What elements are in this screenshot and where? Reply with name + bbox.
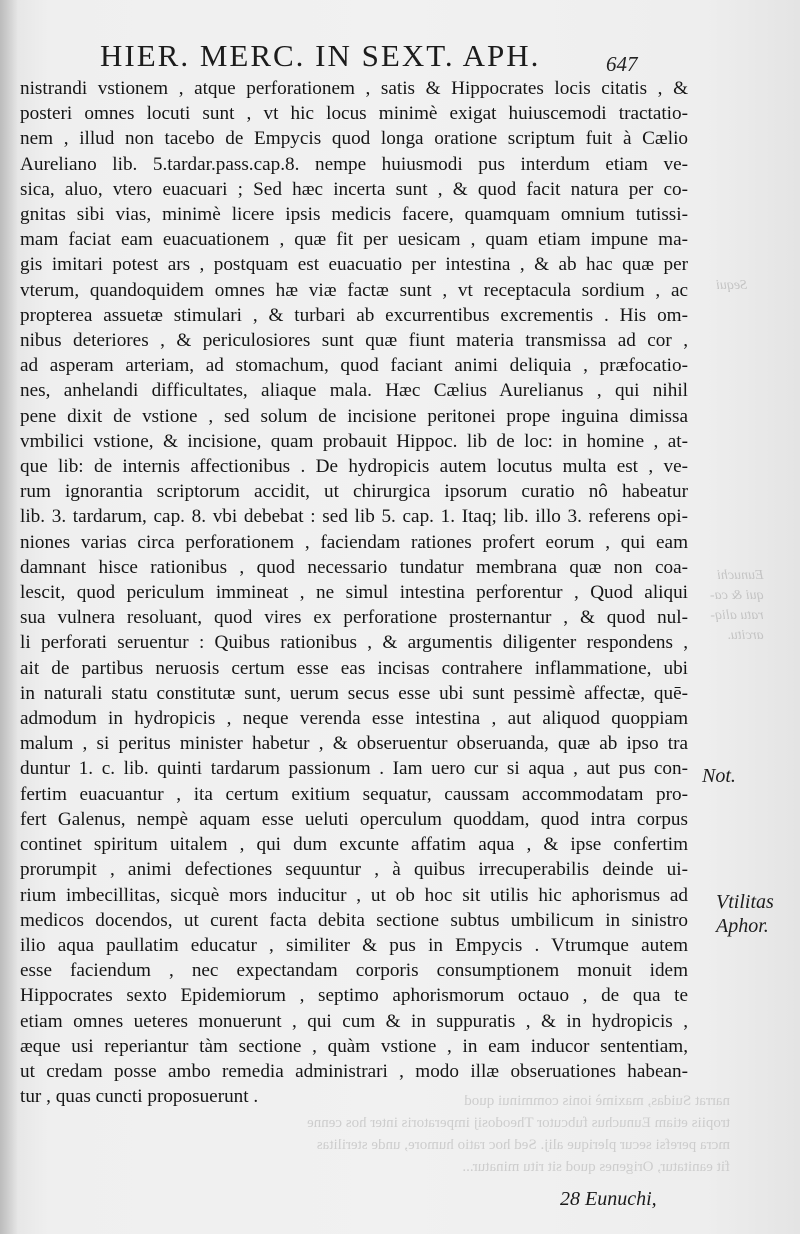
margin-note-utilitas xyxy=(716,890,774,938)
text-line: vmbilici vstione, & incisione, quam probauit Hippoc. lib de loc: in homine , at- xyxy=(20,430,688,452)
text-line: propterea assuetæ stimulari , & turbari ab excurrentibus excrementis . His om- xyxy=(20,304,688,326)
text-line: sica, aluo, vtero euacuari ; Sed hæc incerta sunt , & quod facit natura per co- xyxy=(20,178,688,200)
text-line: fert Galenus, nempè aquam esse ueluti operculum quoddam, quod intra corpus xyxy=(20,808,688,830)
text-line: pene dixit de vstione , sed solum de incisione peritonei prope inguina dimissa xyxy=(20,405,688,427)
text-line: gis imitari potest ars , postquam est euacuatio per intestina , & ab hac quæ per xyxy=(20,254,688,276)
text-line: ilio aqua paullatim educatur , similiter & pus in Empycis . Vtrumque autem xyxy=(20,934,688,956)
margin-note-utilitas-line1: Vtilitas xyxy=(716,891,774,913)
text-line: rum ignorantia scriptorum accidit, ut chirurgica ipsorum curatio nô habeatur xyxy=(20,481,688,503)
text-line: continet spiritum uitalem , qui dum excunte affatim aqua , & ipse confertim xyxy=(20,834,688,856)
show-through-marginalia-middle: Eunuchi qui & ca- ratu aliq- arcitu. xyxy=(710,568,764,643)
text-line: nistrandi vstionem , atque perforationem , satis & Hippocrates locis citatis , & xyxy=(20,78,688,99)
margin-note-utilitas-line2: Aphor. xyxy=(716,915,769,937)
text-line: esse faciendum , nec expectandam corporis consumptionem monuit idem xyxy=(20,960,688,982)
body-text-block xyxy=(20,76,688,1109)
text-line: Aureliano lib. 5.tardar.pass.cap.8. nempe huiusmodi pus interdum etiam ve- xyxy=(20,153,688,175)
text-line: ad asperam arteriam, ad stomachum, quod faciant animi deliquia , præfocatio- xyxy=(20,355,688,377)
text-line: li perforati seruentur : Quibus rationibus , & argumentis diligenter respondens , xyxy=(20,632,688,654)
text-line: ut credam posse ambo remedia administrari , modo illæ obseruationes habean- xyxy=(20,1060,688,1082)
show-through-marginalia-upper: Sequi xyxy=(716,278,748,293)
text-line: duntur 1. c. lib. quinti tardarum passionum . Iam uero cur si aqua , aut pus con- xyxy=(20,758,688,780)
text-line: etiam omnes ueteres monuerunt , qui cum & in suppuratis , & in hydropicis , xyxy=(20,1010,688,1032)
text-line: Hippocrates sexto Epidemiorum , septimo aphorismorum octauo , de qua te xyxy=(20,985,688,1007)
text-line: nem , illud non tacebo de Empycis quod longa oratione scriptum fuit à Cælio xyxy=(20,128,688,150)
text-line: lib. 3. tardarum, cap. 8. vbi debebat : sed lib 5. cap. 1. Itaq; lib. illo 3. referens opi- xyxy=(20,506,688,528)
gutter-shadow xyxy=(0,0,18,1234)
text-line: ait de partibus neruosis certum esse eas incisas contrahere inflammatione, ubi xyxy=(20,657,688,679)
text-line: nibus deteriores , & periculosiores sunt quæ fiunt materia transmissa ad cor , xyxy=(20,330,688,352)
text-line: posteri omnes locuti sunt , vt hic locus minimè exigat huiuscemodi tractatio- xyxy=(20,103,688,125)
text-line: damnant hisce rationibus , quod necessario tundatur membrana quæ non coa- xyxy=(20,556,688,578)
text-line: medicos docendos, ut curent facta debita sectione subtus umbilicum in sinistro xyxy=(20,909,688,931)
text-line: malum , si peritus minister habetur , & obseruentur obseruanda, quæ ab ipso tra xyxy=(20,733,688,755)
margin-note-not: Not. xyxy=(702,765,736,787)
text-line: sua vulnera resoluant, quod vires ex perforatione prosternantur , & quod nul- xyxy=(20,607,688,629)
text-line: niones varias circa perforationem , faciendam rationes profert eorum , qui eam xyxy=(20,531,688,553)
text-line: in naturali statu constitutæ sunt, uerum secus esse ubi sunt pessimè affectæ, quē- xyxy=(20,682,688,704)
show-through-text-bleed: narrat Suidas, maximè ionis comminui quod tropiis etiam Eunuchus fubcutor Theodosij imperatoris inter hos cenne mcra perefsi secur plerique alij. Sed hoc ratio humore, unde sterilitas fit eanitatur, Origenes quod sit ritu minatur... xyxy=(307,1093,730,1175)
text-line: admodum in hydropicis , neque verenda esse intestina , aut aliquod quoppiam xyxy=(20,708,688,730)
text-line: æque usi reperiantur tàm sectione , quàm vstione , in eam inducor sententiam, xyxy=(20,1035,688,1057)
text-line: que lib: de internis affectionibus . De hydropicis autem locutus multa est , ve- xyxy=(20,456,688,478)
text-line: gnitas sibi vias, minimè licere ipsis medicis facere, quamquam omnium tutissi- xyxy=(20,204,688,226)
text-line: fertim euacuantur , ita certum exitium sequatur, caussam accommodatam pro- xyxy=(20,783,688,805)
text-line: prorumpit , animi defectiones sequuntur , à quibus irrecuperabilis deinde ui- xyxy=(20,859,688,881)
page-number: 647 xyxy=(606,52,638,76)
text-line: nes, anhelandi difficultates, aliaque mala. Hæc Cælius Aurelianus , qui nihil xyxy=(20,380,688,402)
text-line: vterum, quandoquidem omnes hæ viæ factæ sunt , vt receptacula sordium , ac xyxy=(20,279,688,301)
text-line: lescit, quod periculum immineat , ne simul intestina perforentur , Quod aliqui xyxy=(20,582,688,604)
running-head: HIER. MERC. IN SEXT. APH. xyxy=(100,38,541,73)
catchword: 28 Eunuchi, xyxy=(560,1188,657,1210)
text-line: rium imbecillitas, sicquè mors inducitur , ut ob hoc sit utilis hic aphorismus ad xyxy=(20,884,688,906)
text-line: tur , quas cuncti proposuerunt . xyxy=(20,1086,259,1108)
text-line: mam faciat eam euacuationem , quæ fit per uesicam , quam etiam impune ma- xyxy=(20,229,688,251)
